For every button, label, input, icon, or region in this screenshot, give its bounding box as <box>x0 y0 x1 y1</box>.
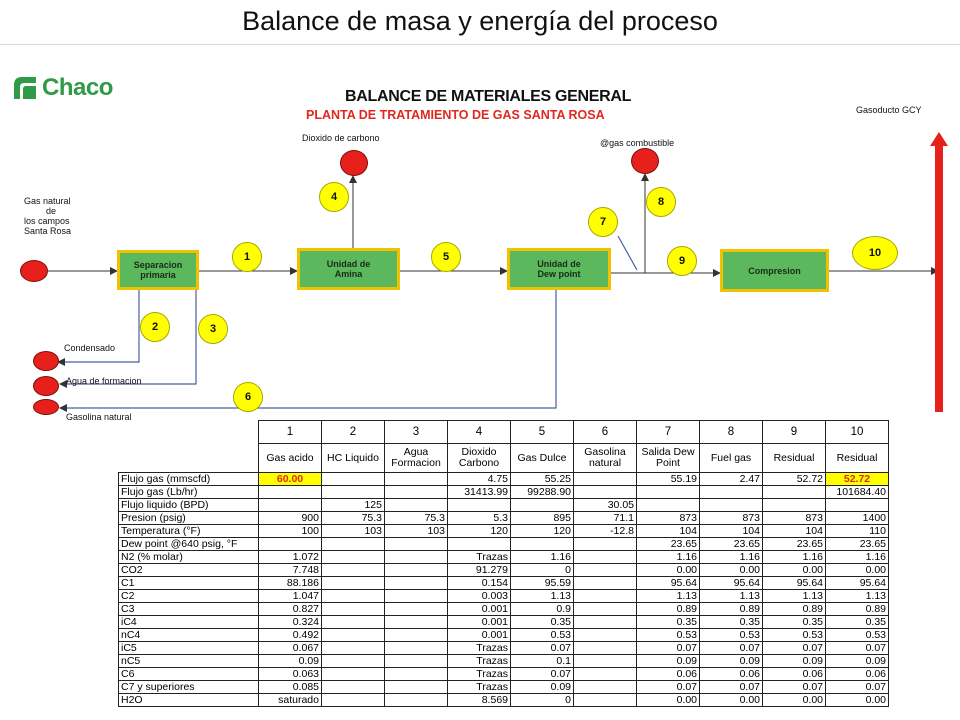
table-cell: 95.59 <box>511 577 574 590</box>
table-cell: 900 <box>259 512 322 525</box>
gas-natural-label <box>24 196 71 236</box>
table-cell: 0.07 <box>511 642 574 655</box>
table-cell: 873 <box>637 512 700 525</box>
table-cell: 0.00 <box>637 694 700 707</box>
gasolina-endpoint <box>33 399 59 415</box>
table-cell <box>385 629 448 642</box>
table-cell: 1.13 <box>637 590 700 603</box>
table-cell: 0.09 <box>637 655 700 668</box>
table-cell <box>700 499 763 512</box>
compresion-label: Compresion <box>748 265 801 276</box>
table-cell: 125 <box>322 499 385 512</box>
table-row <box>119 603 889 616</box>
stream-4-marker: 4 <box>319 182 349 212</box>
row-label: nC5 <box>119 655 259 668</box>
row-label: Dew point @640 psig, °F <box>119 538 259 551</box>
table-cell: 0.07 <box>763 642 826 655</box>
table-cell <box>574 655 637 668</box>
table-cell: 0.35 <box>511 616 574 629</box>
table-cell: 0.89 <box>637 603 700 616</box>
table-row <box>119 590 889 603</box>
stream-8-marker: 8 <box>646 187 676 217</box>
table-cell: 0.09 <box>826 655 889 668</box>
stream-number-header: 9 <box>763 421 826 444</box>
row-label: C1 <box>119 577 259 590</box>
table-cell: 30.05 <box>574 499 637 512</box>
table-cell <box>385 642 448 655</box>
table-cell <box>574 577 637 590</box>
table-cell <box>322 681 385 694</box>
stream-number-header: 4 <box>448 421 511 444</box>
table-cell: 0.085 <box>259 681 322 694</box>
row-label: CO2 <box>119 564 259 577</box>
table-cell: 1.16 <box>700 551 763 564</box>
stream-6-marker: 6 <box>233 382 263 412</box>
table-corner-cell <box>119 421 259 444</box>
unidad-amina-unit <box>297 248 400 290</box>
table-cell <box>385 681 448 694</box>
gas-natural-line-4: Santa Rosa <box>24 226 72 236</box>
table-cell <box>385 538 448 551</box>
table-cell <box>322 551 385 564</box>
table-row <box>119 681 889 694</box>
table-cell: 0.09 <box>259 655 322 668</box>
stream-number-header: 10 <box>826 421 889 444</box>
logo-text: Chaco <box>42 74 113 101</box>
table-cell: 0.53 <box>637 629 700 642</box>
table-row <box>119 564 889 577</box>
table-cell <box>322 564 385 577</box>
table-row <box>119 668 889 681</box>
table-cell <box>574 486 637 499</box>
table-cell: 104 <box>637 525 700 538</box>
table-cell: 0.00 <box>637 564 700 577</box>
table-cell: 0.35 <box>637 616 700 629</box>
co2-label: Dioxido de carbono <box>302 133 380 143</box>
table-row <box>119 486 889 499</box>
table-corner-cell <box>119 444 259 473</box>
row-label: Temperatura (°F) <box>119 525 259 538</box>
table-row <box>119 629 889 642</box>
table-cell: 95.64 <box>763 577 826 590</box>
row-label: Flujo gas (Lb/hr) <box>119 486 259 499</box>
table-cell: 0.09 <box>700 655 763 668</box>
table-cell: 1.047 <box>259 590 322 603</box>
table-cell <box>574 473 637 486</box>
table-cell <box>322 538 385 551</box>
stream-name-header: HC Liquido <box>322 444 385 473</box>
fuel-gas-label: @gas combustible <box>600 138 675 148</box>
table-header-names <box>119 444 889 473</box>
table-cell: 110 <box>826 525 889 538</box>
stream-1-marker: 1 <box>232 242 262 272</box>
table-cell: 0.89 <box>763 603 826 616</box>
table-cell: 0.07 <box>763 681 826 694</box>
table-cell: 95.64 <box>700 577 763 590</box>
table-cell: 0.00 <box>763 694 826 707</box>
table-row <box>119 551 889 564</box>
table-cell <box>322 668 385 681</box>
table-row <box>119 525 889 538</box>
stream-2-marker: 2 <box>140 312 170 342</box>
table-cell <box>574 538 637 551</box>
table-cell <box>385 668 448 681</box>
stream-7-leader <box>618 236 637 270</box>
table-row <box>119 538 889 551</box>
table-cell: 103 <box>385 525 448 538</box>
table-cell: 0.067 <box>259 642 322 655</box>
table-cell <box>511 499 574 512</box>
stream-name-header: Fuel gas <box>700 444 763 473</box>
table-cell: 0.001 <box>448 603 511 616</box>
table-cell: 101684.40 <box>826 486 889 499</box>
table-cell <box>385 603 448 616</box>
table-row <box>119 642 889 655</box>
gas-natural-line-3: los campos <box>24 216 70 226</box>
separacion-primaria-unit <box>117 250 199 290</box>
row-label: iC4 <box>119 616 259 629</box>
table-cell <box>385 590 448 603</box>
row-label: Flujo liquido (BPD) <box>119 499 259 512</box>
inlet-endpoint <box>20 260 48 282</box>
table-cell: 0.001 <box>448 616 511 629</box>
table-cell: 2.47 <box>700 473 763 486</box>
row-label: H2O <box>119 694 259 707</box>
table-cell <box>259 538 322 551</box>
table-cell: 104 <box>763 525 826 538</box>
table-cell <box>385 551 448 564</box>
stream-number-header: 8 <box>700 421 763 444</box>
table-cell: 91.279 <box>448 564 511 577</box>
table-row <box>119 694 889 707</box>
table-cell <box>574 551 637 564</box>
stream-name-header: Gas Dulce <box>511 444 574 473</box>
table-cell: 0.001 <box>448 629 511 642</box>
gas-natural-line-2: de <box>46 206 57 216</box>
table-cell: 0.003 <box>448 590 511 603</box>
table-cell: 1.13 <box>826 590 889 603</box>
stream-name-header: Residual <box>763 444 826 473</box>
table-cell: 0.1 <box>511 655 574 668</box>
table-cell <box>322 694 385 707</box>
table-cell: 103 <box>322 525 385 538</box>
agua-endpoint <box>33 376 59 396</box>
table-cell <box>385 473 448 486</box>
table-cell <box>574 629 637 642</box>
compresion-unit <box>720 249 829 292</box>
stream-name-header: Gasolina natural <box>574 444 637 473</box>
table-cell: 71.1 <box>574 512 637 525</box>
table-cell: 0.07 <box>826 642 889 655</box>
agua-label: Agua de formacion <box>66 376 142 386</box>
table-cell: 7.748 <box>259 564 322 577</box>
table-cell: 88.186 <box>259 577 322 590</box>
table-cell: 1.13 <box>763 590 826 603</box>
table-cell: 23.65 <box>763 538 826 551</box>
table-cell <box>322 655 385 668</box>
stream-number-header: 1 <box>259 421 322 444</box>
stream-name-header: Agua Formacion <box>385 444 448 473</box>
table-cell: 75.3 <box>385 512 448 525</box>
table-cell: 55.25 <box>511 473 574 486</box>
table-cell: 104 <box>700 525 763 538</box>
table-cell: Trazas <box>448 681 511 694</box>
table-cell: 0.00 <box>700 564 763 577</box>
table-row <box>119 499 889 512</box>
table-cell: 0.07 <box>637 642 700 655</box>
row-label: nC4 <box>119 629 259 642</box>
stream-number-header: 5 <box>511 421 574 444</box>
table-cell: 1.13 <box>511 590 574 603</box>
table-cell: 0.53 <box>511 629 574 642</box>
table-cell: 0.89 <box>700 603 763 616</box>
table-cell: 0.492 <box>259 629 322 642</box>
table-cell: 0.07 <box>700 681 763 694</box>
table-cell: 100 <box>259 525 322 538</box>
dewpoint-line-2: Dew point <box>537 269 581 279</box>
table-cell: 23.65 <box>826 538 889 551</box>
table-cell: 1400 <box>826 512 889 525</box>
table-cell: 1.16 <box>637 551 700 564</box>
table-cell: 0.063 <box>259 668 322 681</box>
table-cell: 31413.99 <box>448 486 511 499</box>
table-cell <box>385 564 448 577</box>
table-cell: 0.827 <box>259 603 322 616</box>
stream-3-marker: 3 <box>198 314 228 344</box>
row-label: N2 (% molar) <box>119 551 259 564</box>
table-cell <box>574 616 637 629</box>
table-cell <box>385 655 448 668</box>
table-cell: 0.00 <box>700 694 763 707</box>
stream-number-header: 3 <box>385 421 448 444</box>
table-header-numbers <box>119 421 889 444</box>
table-cell: 0.09 <box>511 681 574 694</box>
table-cell: 0 <box>511 564 574 577</box>
table-cell: 0.07 <box>637 681 700 694</box>
stream-5-marker: 5 <box>431 242 461 272</box>
table-cell: 0.35 <box>763 616 826 629</box>
amina-line-2: Amina <box>334 269 363 279</box>
table-cell: 52.72 <box>763 473 826 486</box>
table-cell: 0.53 <box>763 629 826 642</box>
table-cell: 873 <box>700 512 763 525</box>
diagram-subtitle: PLANTA DE TRATAMIENTO DE GAS SANTA ROSA <box>306 108 605 122</box>
table-cell <box>826 499 889 512</box>
condensado-endpoint <box>33 351 59 371</box>
table-row <box>119 616 889 629</box>
table-cell <box>574 564 637 577</box>
table-cell: 95.64 <box>637 577 700 590</box>
table-cell <box>574 694 637 707</box>
co2-endpoint <box>340 150 368 176</box>
table-cell: 99288.90 <box>511 486 574 499</box>
table-cell: 0.53 <box>700 629 763 642</box>
row-label: C7 y superiores <box>119 681 259 694</box>
gasolina-label: Gasolina natural <box>66 412 132 422</box>
table-cell <box>322 616 385 629</box>
table-cell <box>637 499 700 512</box>
table-cell: 0.00 <box>826 694 889 707</box>
table-cell <box>574 642 637 655</box>
gasoducto-label: Gasoducto GCY <box>856 105 922 115</box>
table-cell: 120 <box>448 525 511 538</box>
table-cell: Trazas <box>448 668 511 681</box>
table-cell: 0.324 <box>259 616 322 629</box>
table-cell: 60.00 <box>259 473 322 486</box>
table-cell: 0.9 <box>511 603 574 616</box>
table-cell: 23.65 <box>637 538 700 551</box>
dewpoint-line-1: Unidad de <box>537 259 581 269</box>
table-cell <box>574 590 637 603</box>
table-cell: 75.3 <box>322 512 385 525</box>
table-cell: 895 <box>511 512 574 525</box>
table-cell <box>700 486 763 499</box>
separacion-line-1: Separacion <box>133 260 183 270</box>
stream-name-header: Residual <box>826 444 889 473</box>
table-cell <box>259 499 322 512</box>
stream-number-header: 2 <box>322 421 385 444</box>
table-cell: 0.35 <box>826 616 889 629</box>
table-cell <box>385 694 448 707</box>
stream-7-marker: 7 <box>588 207 618 237</box>
unidad-dewpoint-unit <box>507 248 611 290</box>
table-cell: 0.07 <box>511 668 574 681</box>
row-label: iC5 <box>119 642 259 655</box>
condensado-label: Condensado <box>64 343 116 353</box>
table-cell: Trazas <box>448 642 511 655</box>
table-cell <box>763 499 826 512</box>
row-label: C2 <box>119 590 259 603</box>
table-cell: 1.16 <box>826 551 889 564</box>
table-cell: 8.569 <box>448 694 511 707</box>
slide-title: Balance de masa y energía del proceso <box>242 6 718 36</box>
table-cell <box>322 590 385 603</box>
table-cell: 4.75 <box>448 473 511 486</box>
table-row <box>119 512 889 525</box>
table-cell: Trazas <box>448 551 511 564</box>
table-cell <box>322 642 385 655</box>
table-cell: 0.06 <box>763 668 826 681</box>
table-cell <box>385 486 448 499</box>
stream-number-header: 7 <box>637 421 700 444</box>
table-cell <box>448 499 511 512</box>
table-cell <box>322 629 385 642</box>
table-cell: 0.35 <box>700 616 763 629</box>
table-cell: 52.72 <box>826 473 889 486</box>
table-cell <box>385 577 448 590</box>
table-cell: 1.13 <box>700 590 763 603</box>
stream-9-marker: 9 <box>667 246 697 276</box>
table-cell: 55.19 <box>637 473 700 486</box>
amina-line-1: Unidad de <box>326 259 371 269</box>
table-cell <box>763 486 826 499</box>
table-cell: 1.16 <box>763 551 826 564</box>
row-label: C6 <box>119 668 259 681</box>
table-cell <box>637 486 700 499</box>
stream-number-header: 6 <box>574 421 637 444</box>
table-cell <box>385 499 448 512</box>
table-cell: 23.65 <box>700 538 763 551</box>
table-cell <box>385 616 448 629</box>
table-cell: 0.07 <box>700 642 763 655</box>
table-row <box>119 577 889 590</box>
row-label: C3 <box>119 603 259 616</box>
gas-natural-line-1: Gas natural <box>24 196 71 206</box>
table-cell <box>511 538 574 551</box>
table-cell: 120 <box>511 525 574 538</box>
table-cell: 0.154 <box>448 577 511 590</box>
table-cell: -12.8 <box>574 525 637 538</box>
table-row <box>119 473 889 486</box>
table-cell <box>322 473 385 486</box>
gasolina-line <box>60 290 556 408</box>
table-cell <box>322 603 385 616</box>
table-cell <box>574 603 637 616</box>
table-cell: 0.89 <box>826 603 889 616</box>
row-label: Flujo gas (mmscfd) <box>119 473 259 486</box>
table-cell: 0.06 <box>700 668 763 681</box>
table-cell: 1.072 <box>259 551 322 564</box>
table-cell <box>322 486 385 499</box>
table-cell: 0.09 <box>763 655 826 668</box>
table-cell: 0.06 <box>637 668 700 681</box>
balance-table <box>118 420 889 707</box>
stream-name-header: Gas acido <box>259 444 322 473</box>
gasoducto-arrow <box>930 132 948 412</box>
table-cell: 873 <box>763 512 826 525</box>
table-cell: 0.06 <box>826 668 889 681</box>
table-row <box>119 655 889 668</box>
stream-name-header: Dioxido Carbono <box>448 444 511 473</box>
table-cell <box>322 577 385 590</box>
table-cell <box>259 486 322 499</box>
table-cell: 0.00 <box>763 564 826 577</box>
table-cell: 0.53 <box>826 629 889 642</box>
diagram-title: BALANCE DE MATERIALES GENERAL <box>345 88 632 105</box>
table-cell <box>574 668 637 681</box>
table-cell: saturado <box>259 694 322 707</box>
table-cell: 1.16 <box>511 551 574 564</box>
stream-name-header: Salida Dew Point <box>637 444 700 473</box>
table-cell: 0.00 <box>826 564 889 577</box>
table-cell <box>448 538 511 551</box>
agua-line <box>60 290 196 384</box>
table-cell <box>574 681 637 694</box>
separacion-line-2: primaria <box>140 270 176 280</box>
table-cell: Trazas <box>448 655 511 668</box>
row-label: Presion (psig) <box>119 512 259 525</box>
stream-10-marker: 10 <box>852 236 898 270</box>
table-cell: 0.07 <box>826 681 889 694</box>
table-cell: 5.3 <box>448 512 511 525</box>
table-cell: 0 <box>511 694 574 707</box>
table-cell: 95.64 <box>826 577 889 590</box>
fuel-gas-endpoint <box>631 148 659 174</box>
